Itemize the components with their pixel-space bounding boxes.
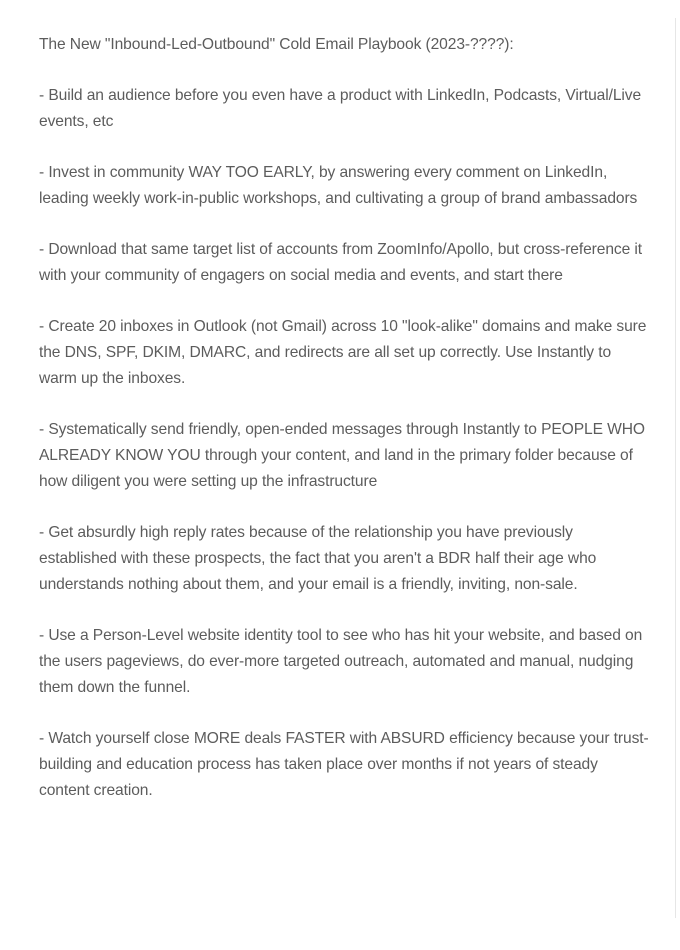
right-border-divider <box>675 18 676 918</box>
post-paragraph-inboxes: - Create 20 inboxes in Outlook (not Gmail) across 10 "look-alike" domains and make sure the DNS, SPF, DKIM, DMARC, and redirects are all set up correctly. Use Instantly to warm up the inboxes. <box>39 318 647 387</box>
post-paragraph-community: - Invest in community WAY TOO EARLY, by answering every comment on LinkedIn, leading weekly work-in-public workshops, and cultivating a group of brand ambassadors <box>39 164 638 207</box>
post-paragraph-reply-rates: - Get absurdly high reply rates because of the relationship you have previously established with these prospects, the fact that you aren't a BDR half their age who understands nothing about them, and your email is a friendly, inviting, non-sale. <box>39 524 597 593</box>
post-paragraph-target-list: - Download that same target list of accounts from ZoomInfo/Apollo, but cross-reference it with your community of engagers on social media and events, and start there <box>39 241 642 284</box>
post-title: The New "Inbound-Led-Outbound" Cold Email Playbook (2023-????): <box>39 36 514 53</box>
post-body <box>39 32 649 829</box>
post-paragraph-identity-tool: - Use a Person-Level website identity tool to see who has hit your website, and based on the users pageviews, do ever-more targeted outreach, automated and manual, nudging them down the funnel. <box>39 627 643 696</box>
post-paragraph-audience: - Build an audience before you even have a product with LinkedIn, Podcasts, Virtual/Live events, etc <box>39 87 642 130</box>
post-paragraph-send-messages: - Systematically send friendly, open-ended messages through Instantly to PEOPLE WHO ALREADY KNOW YOU through your content, and land in the primary folder because of how diligent you were setting up the infrastructure <box>39 421 645 490</box>
post-paragraph-close-deals: - Watch yourself close MORE deals FASTER with ABSURD efficiency because your trust-building and education process has taken place over months if not years of steady content creation. <box>39 730 649 799</box>
